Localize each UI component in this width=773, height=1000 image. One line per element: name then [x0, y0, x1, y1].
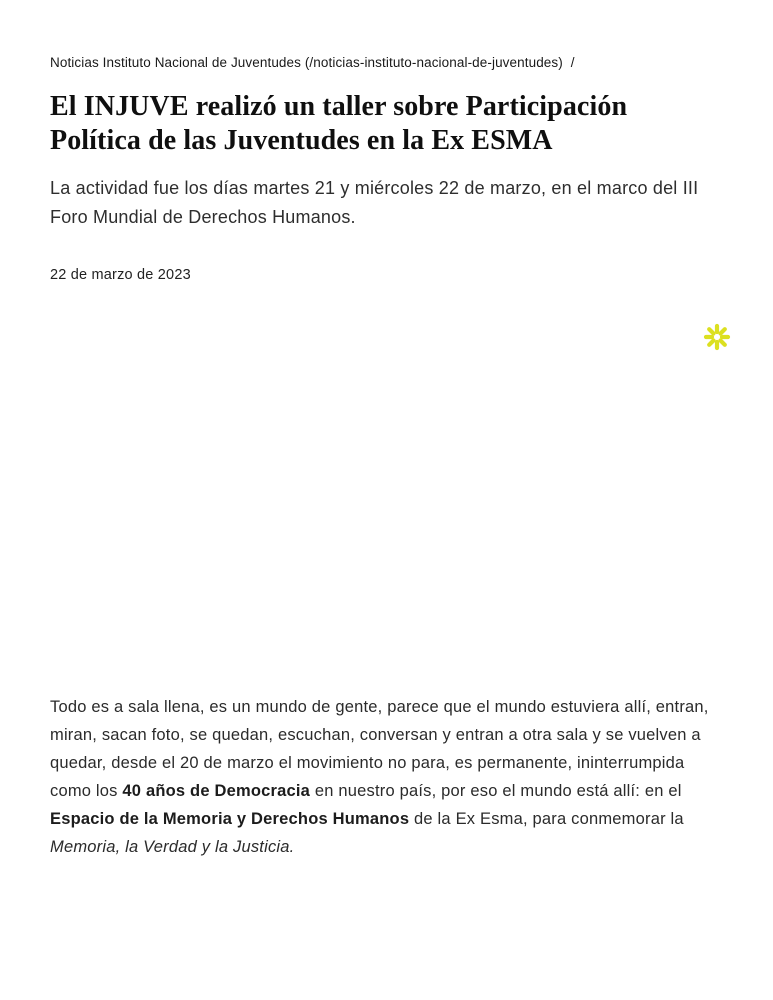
body-segment-italic-memoria: Memoria, la Verdad y la Justicia. — [50, 837, 295, 856]
body-segment: en nuestro país, por eso el mundo está allí: en el — [310, 781, 682, 800]
article-body-paragraph — [50, 693, 722, 861]
body-segment: de la Ex Esma, para conmemorar la — [409, 809, 684, 828]
body-segment-bold-democracia: 40 años de Democracia — [122, 781, 311, 800]
breadcrumb-separator: / — [570, 55, 575, 70]
body-segment: Todo es a sala llena, es un mundo de gente, parece que el mundo estuviera allí, entran, miran, sacan foto, se quedan, escuchan, conversan y entran a otra sala y se vuelven a quedar, desde el 20 de marzo el movimiento no para, es permanente, ininterrumpida como los — [50, 697, 709, 800]
article-lede: La actividad fue los días martes 21 y miércoles 22 de marzo, en el marco del III Foro Mundial de Derechos Humanos. — [50, 178, 699, 228]
article-date: 22 de marzo de 2023 — [50, 266, 191, 283]
page-title: El INJUVE realizó un taller sobre Participación Política de las Juventudes en la Ex ESMA — [50, 91, 628, 157]
loading-spinner-icon — [703, 323, 731, 351]
article-image-placeholder — [50, 323, 723, 693]
breadcrumb — [50, 55, 723, 70]
breadcrumb-link-noticias[interactable]: Noticias Instituto Nacional de Juventudes (/noticias-instituto-nacional-de-juventudes) — [50, 55, 563, 70]
body-segment-bold-espacio: Espacio de la Memoria y Derechos Humanos — [50, 809, 410, 828]
